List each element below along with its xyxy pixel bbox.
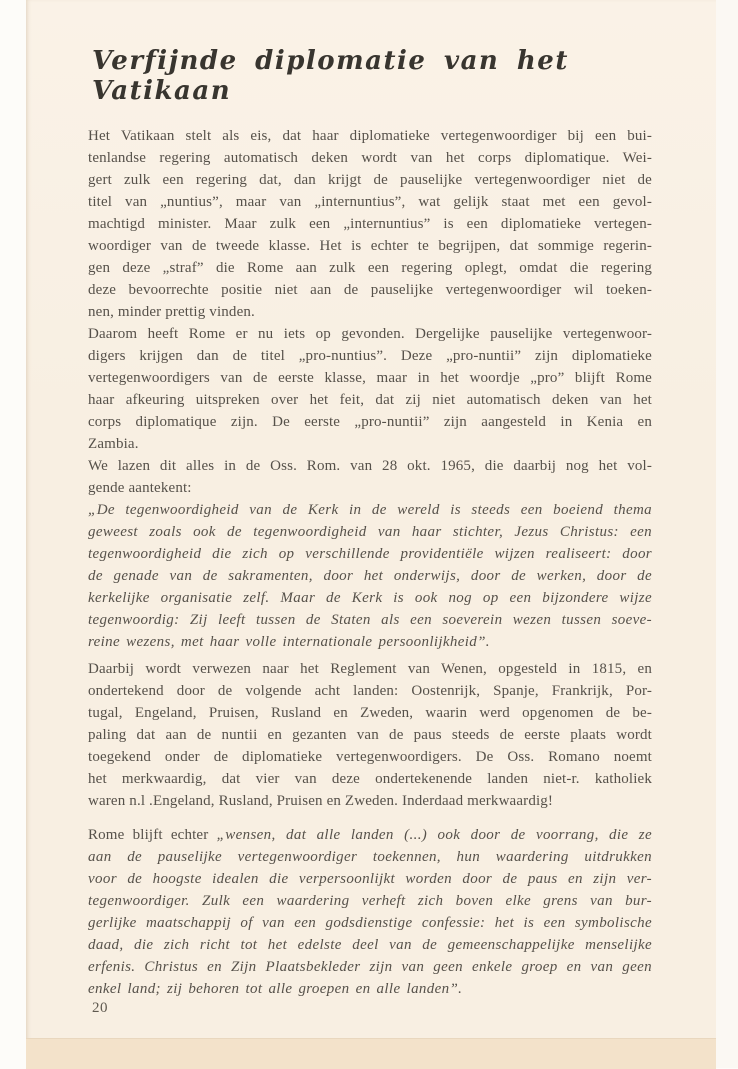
text-line [88,345,652,367]
text-line [88,846,652,868]
roman-text-segment: het merkwaardig, dat vier van deze ondertekenende landen niet-r. katholiek [88,771,652,787]
italic-text-segment: reine wezens, met haar volle internationale persoonlijkheid”. [88,634,490,650]
roman-text-segment: deze bevoorrechte positie niet aan de pauselijke vertegenwoordiger wil toeken- [88,282,652,298]
text-line [88,978,652,1000]
paragraph-2 [88,323,652,455]
roman-text-segment: Het Vatikaan stelt als eis, dat haar diplomatieke vertegenwoordiger bij een bui- [88,128,652,144]
text-line [88,323,652,345]
text-line [88,658,652,680]
italic-text-segment: kerkelijke organisatie zelf. Maar de Kerk is ook nog op een bijzondere wijze [88,590,652,606]
roman-text-segment: digers krijgen dan de titel „pro-nuntius”. Deze „pro-nuntii” zijn diplomatieke [88,348,652,364]
text-line [88,912,652,934]
text-line [88,499,652,521]
paragraph-1 [88,125,652,323]
italic-text-segment: tegenwoordiger. Zulk een waardering verheft zich boven elke grens van bur- [88,893,652,909]
italic-text-segment: tegenwoordig: Zij leeft tussen de Staten als een soeverein wezen tussen soeve- [88,612,652,628]
text-line [88,868,652,890]
italic-text-segment: aan de pauselijke vertegenwoordiger toekennen, hun waardering uitdrukken [88,849,652,865]
text-line [88,389,652,411]
italic-text-segment: „wensen, dat alle landen (...) ook door de voorrang, die ze [216,827,652,843]
text-line [88,301,652,323]
text-line [88,477,652,499]
roman-text-segment: nen, minder prettig vinden. [88,304,255,320]
text-line [88,746,652,768]
text-line [88,367,652,389]
text-line [88,169,652,191]
text-line [88,235,652,257]
text-line [88,191,652,213]
page-number: 20 [92,1000,108,1016]
roman-text-segment: Rome blijft echter [88,827,217,843]
paragraph-3 [88,455,652,499]
text-line [88,890,652,912]
roman-text-segment: Daarom heeft Rome er nu iets op gevonden. Dergelijke pauselijke vertegenwoor- [88,326,652,342]
text-line [88,609,652,631]
italic-text-segment: gerlijke maatschappij of van een godsdienstige confessie: het is een symbolische [88,915,652,931]
italic-text-segment: geweest zoals ook de tegenwoordigheid van haar stichter, Jezus Christus: een [88,524,652,540]
text-line [88,125,652,147]
roman-text-segment: vertegenwoordigers van de eerste klasse, maar in het woordje „pro” blijft Rome [88,370,652,386]
text-line [88,213,652,235]
text-line [88,411,652,433]
text-line [88,631,652,653]
text-line [88,565,652,587]
text-line [88,934,652,956]
roman-text-segment: woordiger van de tweede klasse. Het is echter te begrijpen, dat sommige regerin- [88,238,652,254]
roman-text-segment: toegekend onder de diplomatieke vertegenwoordigers. De Oss. Romano noemt [88,749,652,765]
page-bottom-edge-shadow [26,1038,716,1069]
body-text-block [88,125,652,1000]
text-line [88,521,652,543]
italic-text-segment: erfenis. Christus en Zijn Plaatsbekleder zijn van geen enkele groep en van geen [88,959,652,975]
text-line [88,587,652,609]
italic-text-segment: tegenwoordigheid die zich op verschillende providentiële wijzen realiseert: door [88,546,652,562]
paragraph-5 [88,824,652,1000]
italic-text-segment: voor de hoogste idealen die verpersoonlijkt worden door de paus en zijn ver- [88,871,652,887]
text-line [88,257,652,279]
roman-text-segment: titel van „nuntius”, maar van „internuntius”, wat gelijk staat met een gevol- [88,194,652,210]
page-title: Verfijnde diplomatie van het Vatikaan [92,46,569,106]
roman-text-segment: machtigd minister. Maar zulk een „internuntius” is een diplomatieke vertegen- [88,216,652,232]
roman-text-segment: tugal, Engeland, Pruisen, Rusland en Zweden, waarin werd opgenomen de be- [88,705,652,721]
italic-text-segment: „De tegenwoordigheid van de Kerk in de wereld is steeds een boeiend thema [88,502,652,518]
page-right-edge [716,0,738,1068]
text-line [88,279,652,301]
roman-text-segment: paling dat aan de nuntii en gezanten van de paus steeds de eerste plaats wordt [88,727,652,743]
text-line [88,702,652,724]
roman-text-segment: gende aantekent: [88,480,192,496]
text-line [88,147,652,169]
roman-text-segment: waren n.l .Engeland, Rusland, Pruisen en Zweden. Inderdaad merkwaardig! [88,793,554,809]
roman-text-segment: Zambia. [88,436,139,452]
text-line [88,543,652,565]
roman-text-segment: ondertekend door de volgende acht landen: Oostenrijk, Spanje, Frankrijk, Por- [88,683,652,699]
paragraph-4 [88,658,652,812]
roman-text-segment: gen deze „straf” die Rome aan zulk een regering oplegt, omdat die regering [88,260,652,276]
roman-text-segment: We lazen dit alles in de Oss. Rom. van 28 okt. 1965, die daarbij nog het vol- [88,458,652,474]
roman-text-segment: Daarbij wordt verwezen naar het Reglement van Wenen, opgesteld in 1815, en [88,661,652,677]
text-line [88,455,652,477]
roman-text-segment: corps diplomatique zijn. De eerste „pro-nuntii” zijn aangesteld in Kenia en [88,414,652,430]
roman-text-segment: tenlandse regering automatisch deken wordt van het corps diplomatique. Wei- [88,150,652,166]
text-line [88,790,652,812]
text-line [88,433,652,455]
text-line [88,768,652,790]
text-line [88,956,652,978]
paragraph-quote [88,499,652,653]
text-line [88,680,652,702]
roman-text-segment: gert zulk een regering dat, dan krijgt de pauselijke vertegenwoordiger niet de [88,172,652,188]
italic-text-segment: daad, die zich richt tot het edelste deel van de gemeenschappelijke menselijke [88,937,652,953]
text-line [88,824,652,846]
roman-text-segment: haar afkeuring uitspreken over het feit, dat zij niet automatisch deken van het [88,392,652,408]
text-line [88,724,652,746]
italic-text-segment: enkel land; zij behoren tot alle groepen en alle landen”. [88,981,463,997]
italic-text-segment: de genade van de sakramenten, door het onderwijs, door de werken, door de [88,568,652,584]
